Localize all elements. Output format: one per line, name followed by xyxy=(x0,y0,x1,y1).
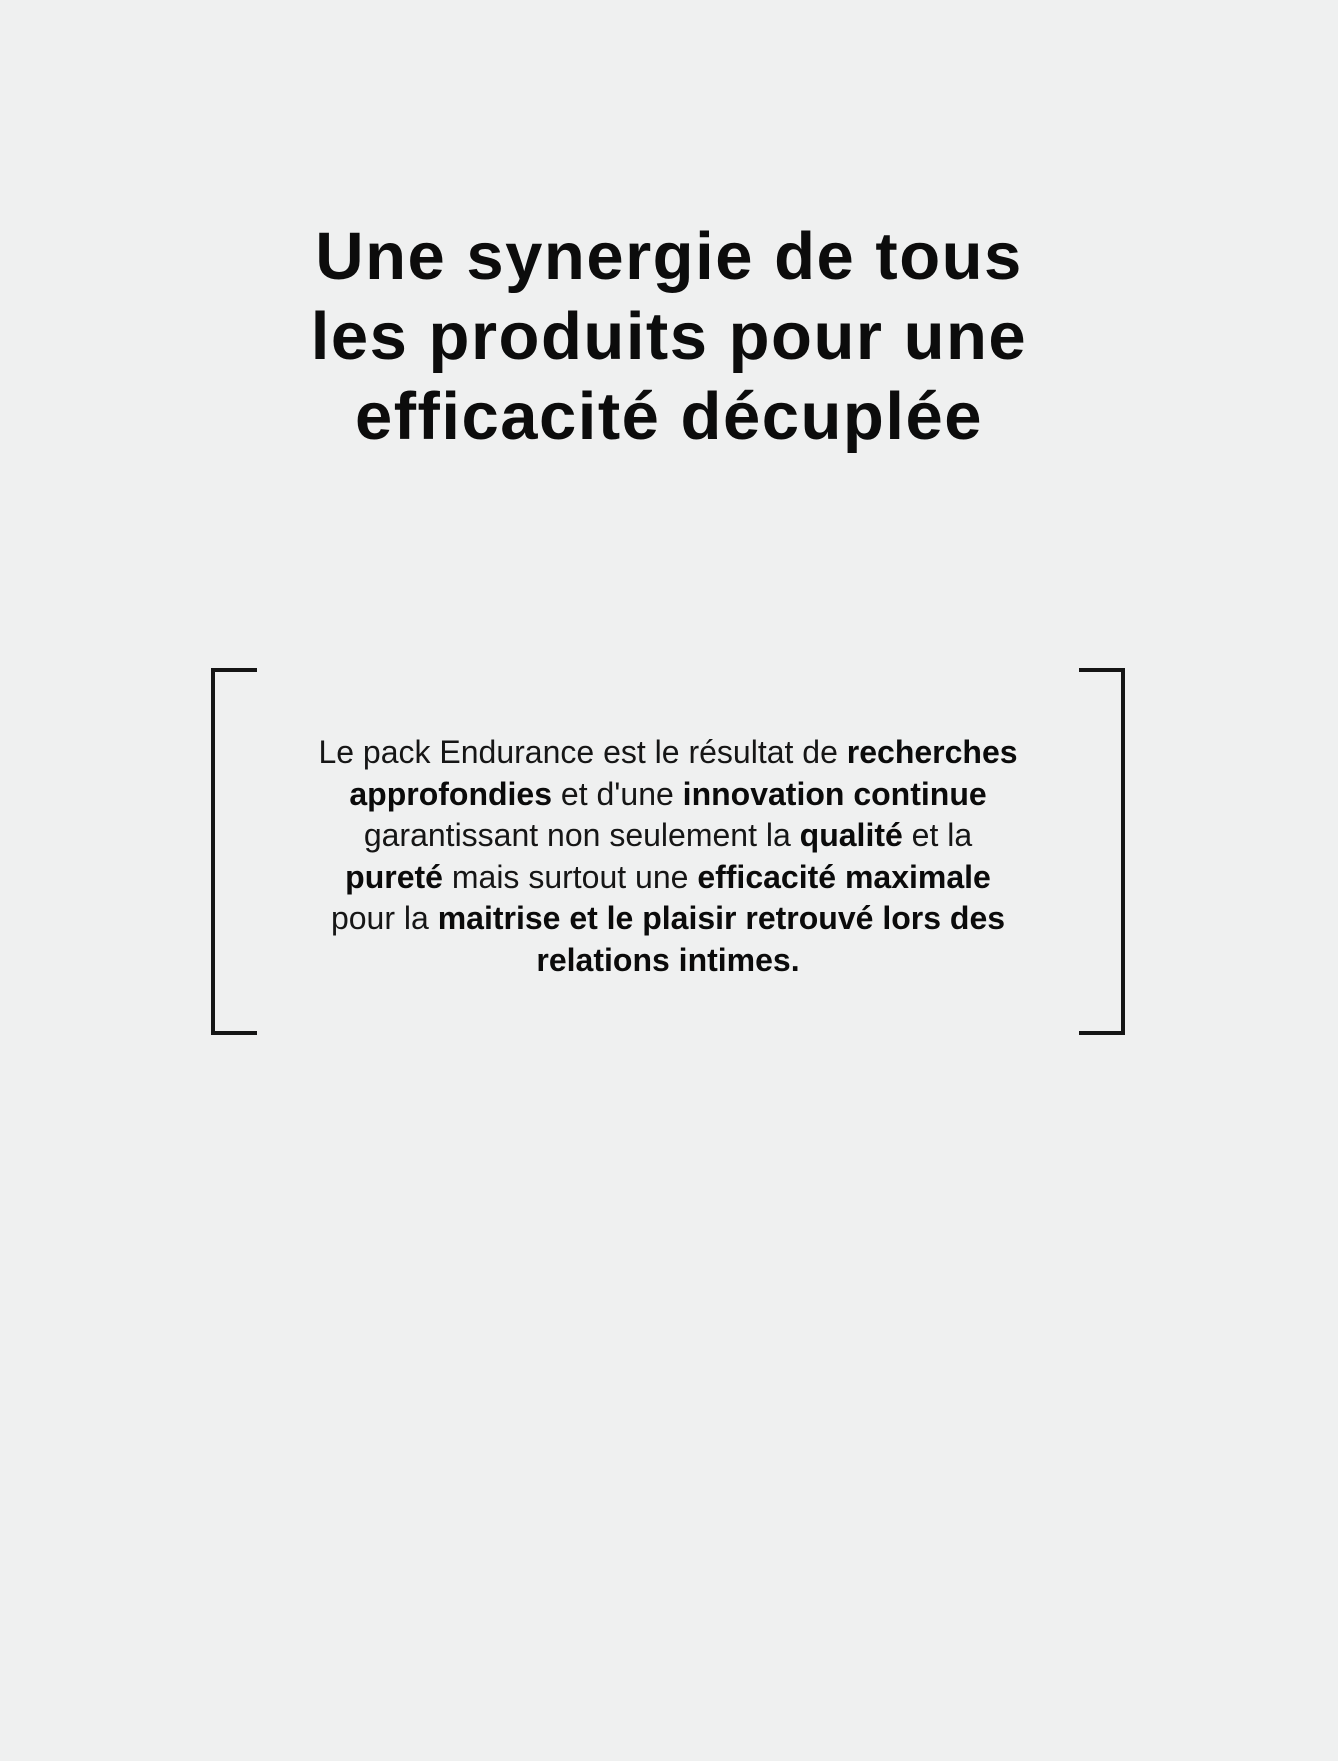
quote-line: garantissant non seulement la qualité et la xyxy=(363,817,973,853)
quote-text xyxy=(251,668,1085,1035)
quote-line: pour la maitrise et le plaisir retrouvé lors des xyxy=(330,900,1006,936)
quote-line: Le pack Endurance est le résultat de recherches xyxy=(318,734,1018,770)
page-title xyxy=(0,217,1338,457)
quote-line: approfondies et d'une innovation continue xyxy=(349,775,987,812)
page-title-line: les produits pour une xyxy=(310,299,1028,375)
page-title-line: efficacité décuplée xyxy=(354,379,984,455)
page-title-line: Une synergie de tous xyxy=(315,219,1023,295)
bracket-right-decoration xyxy=(1079,668,1125,1035)
quote-line: relations intimes. xyxy=(536,941,800,978)
quote-line: pureté mais surtout une efficacité maximale xyxy=(345,858,991,895)
product-bottles-photo xyxy=(0,1150,1338,1761)
quote-block xyxy=(211,668,1125,1035)
